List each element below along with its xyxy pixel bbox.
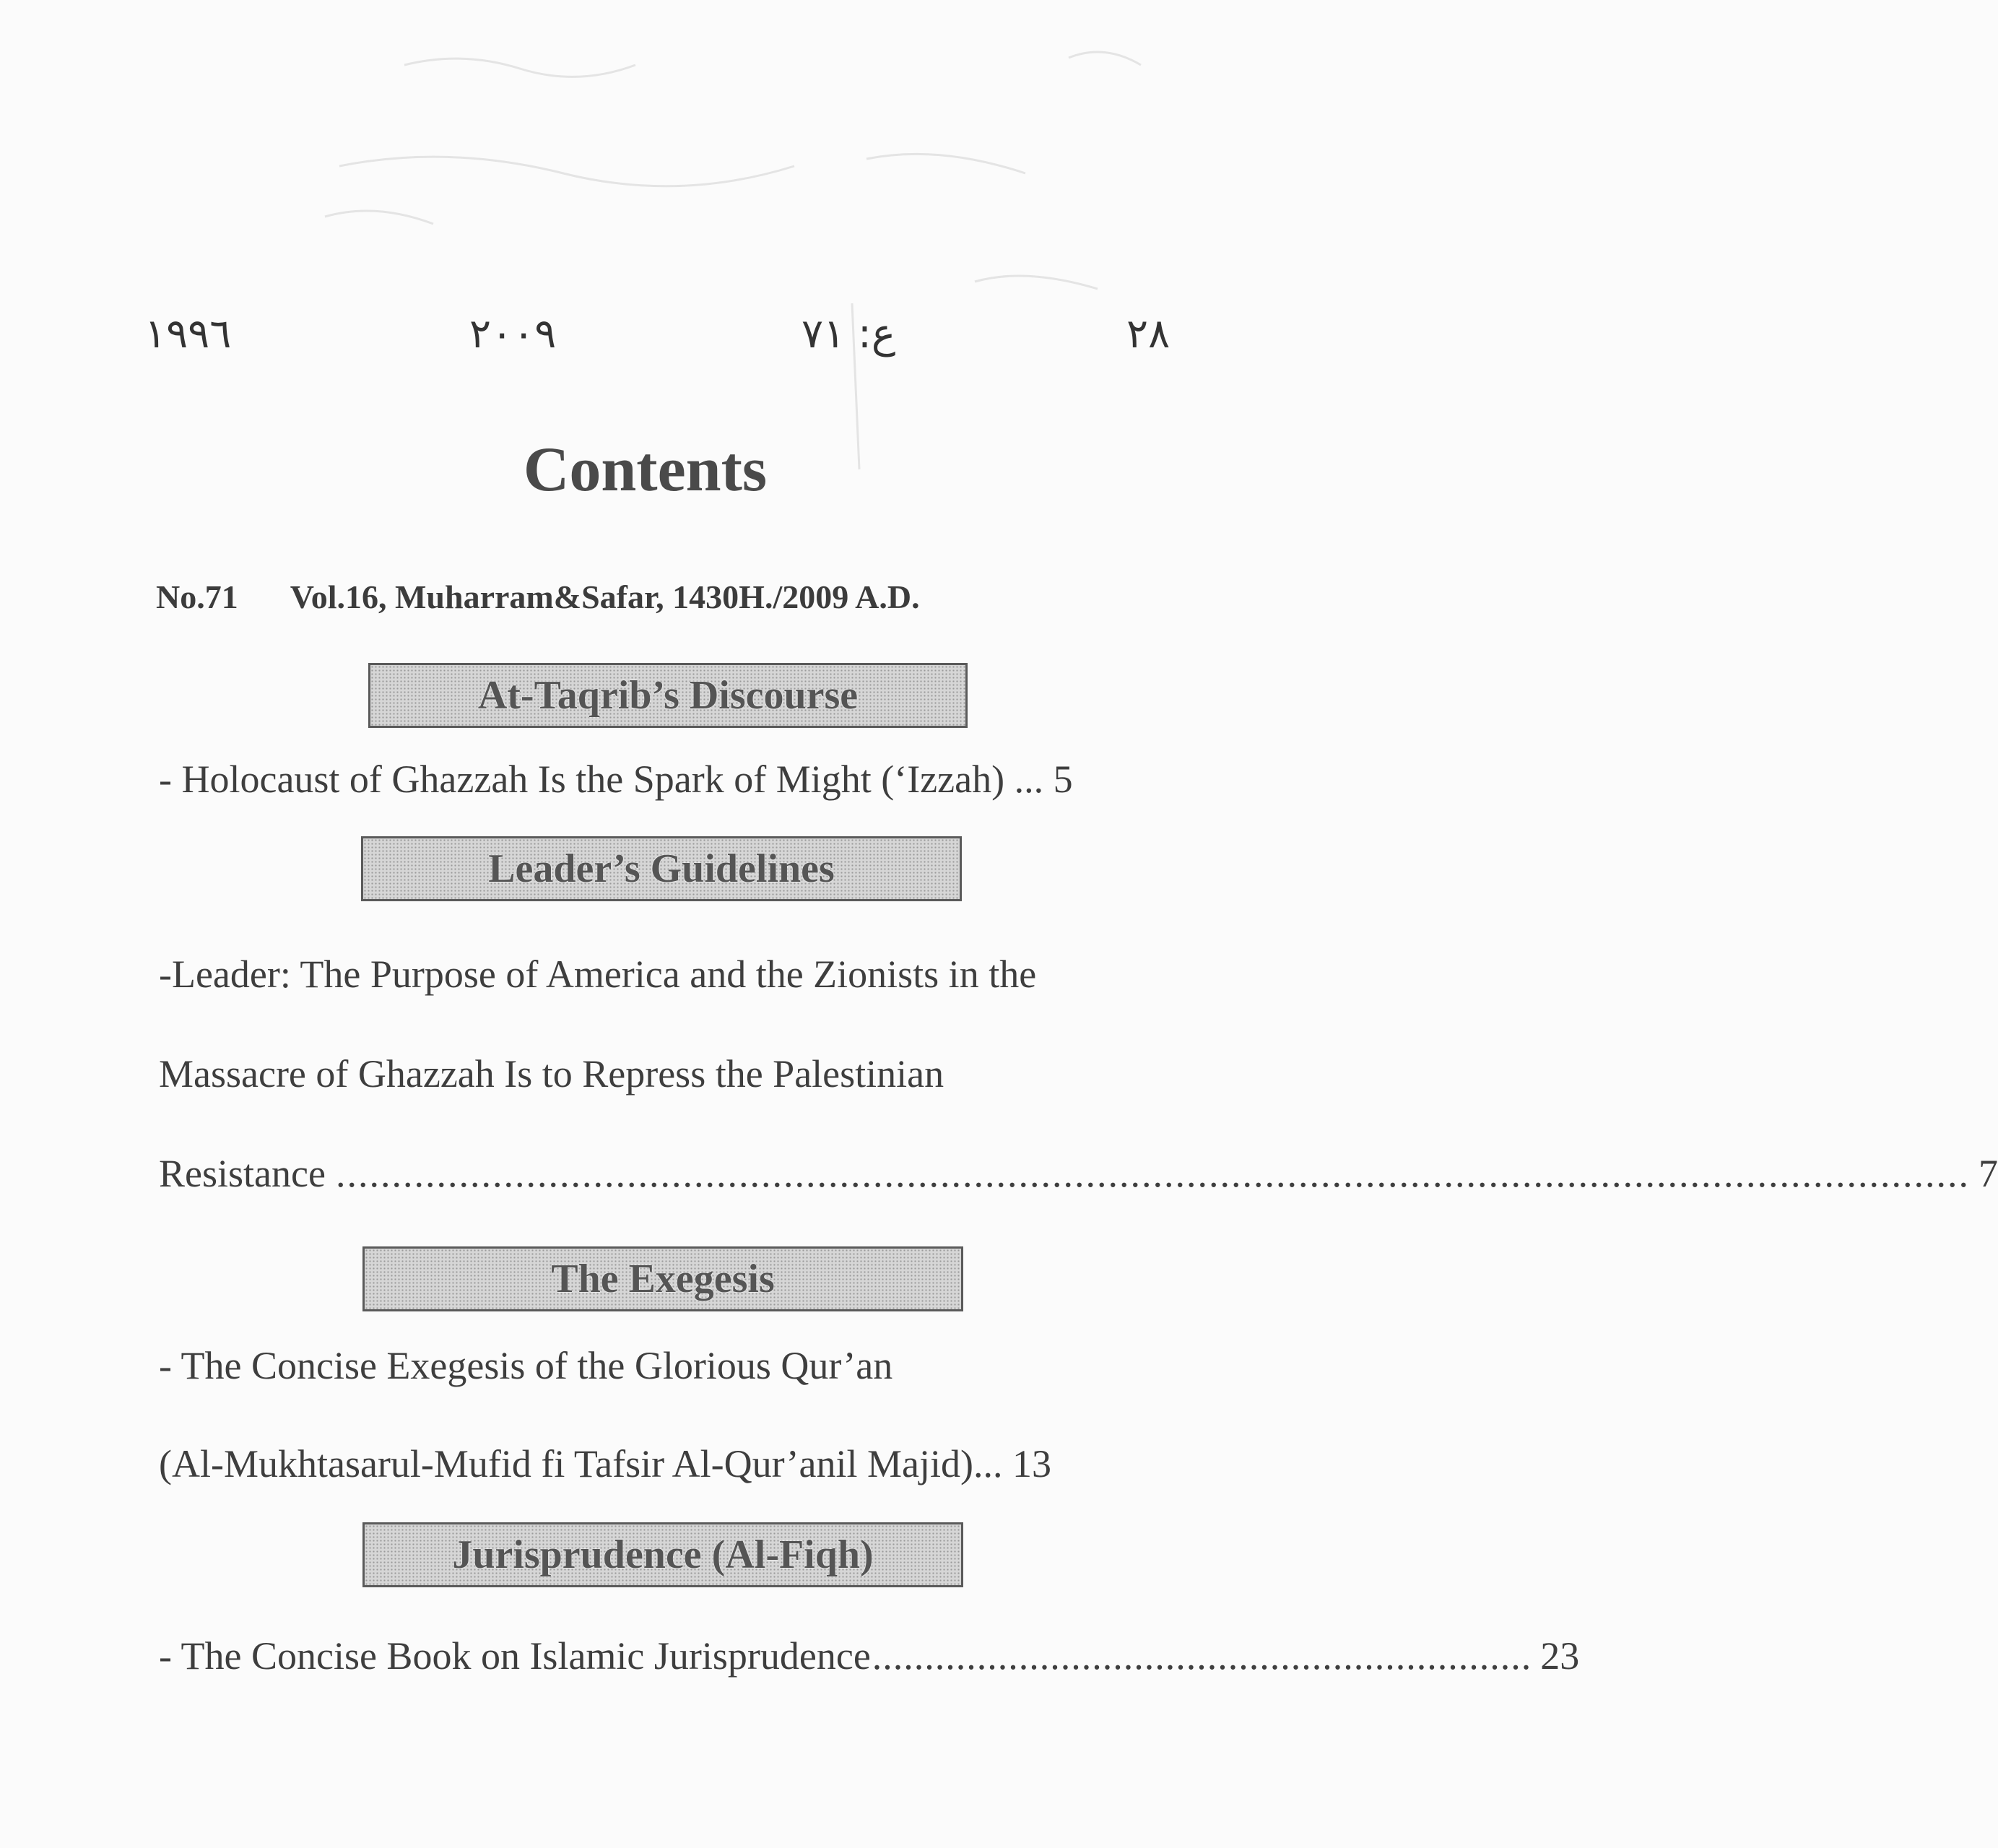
entry-page: 13	[1012, 1442, 1051, 1485]
entry-title: Resistance	[159, 1152, 326, 1195]
page-title: Contents	[523, 435, 768, 505]
section-heading-guidelines: Leader’s Guidelines	[361, 836, 962, 901]
entry-title: - The Concise Book on Islamic Jurisprudence	[159, 1634, 871, 1678]
entry-title: (Al-Mukhtasarul-Mufid fi Tafsir Al-Qur’anil Majid)	[159, 1442, 973, 1485]
section-heading-exegesis: The Exegesis	[362, 1246, 963, 1311]
toc-entry-leader-line2: Massacre of Ghazzah Is to Repress the Palestinian	[159, 1052, 944, 1096]
toc-entry-exegesis-line1: - The Concise Exegesis of the Glorious Qur’an	[159, 1344, 893, 1387]
handwritten-note-number: ٢٨	[1126, 311, 1170, 357]
bleed-through-marks	[0, 0, 1290, 506]
toc-entry-jurisprudence	[159, 1634, 1580, 1678]
entry-page: 23	[1540, 1634, 1580, 1678]
section-heading-discourse: At-Taqrib’s Discourse	[368, 663, 968, 728]
entry-leader-dots: ..................................................................................................................................................	[335, 1152, 1970, 1195]
section-heading-jurisprudence: Jurisprudence (Al-Fiqh)	[362, 1522, 963, 1587]
handwritten-note-year-hijri: ١٩٩٦	[144, 311, 232, 357]
entry-page: 7	[1978, 1152, 1998, 1195]
handwritten-note-issue: ع: ٧١	[802, 311, 896, 357]
entry-page: 5	[1053, 758, 1073, 801]
entry-dots: ...	[1014, 758, 1044, 801]
toc-entry-leader-line1: -Leader: The Purpose of America and the Zionists in the	[159, 953, 1037, 996]
entry-title: - Holocaust of Ghazzah Is the Spark of Might (‘Izzah)	[159, 758, 1005, 801]
toc-entry-leader-line3	[159, 1151, 1998, 1196]
issue-info	[156, 578, 920, 616]
entry-dots: ...	[973, 1442, 1003, 1485]
issue-number: No.71	[156, 578, 238, 615]
toc-entry-holocaust	[159, 757, 1073, 802]
toc-entry-exegesis-line2	[159, 1441, 1051, 1486]
issue-volume: Vol.16, Muharram&Safar, 1430H./2009 A.D.	[290, 578, 920, 615]
handwritten-note-year: ٢٠٠٩	[469, 311, 557, 357]
entry-leader-dots: ...............................................................	[872, 1634, 1532, 1678]
